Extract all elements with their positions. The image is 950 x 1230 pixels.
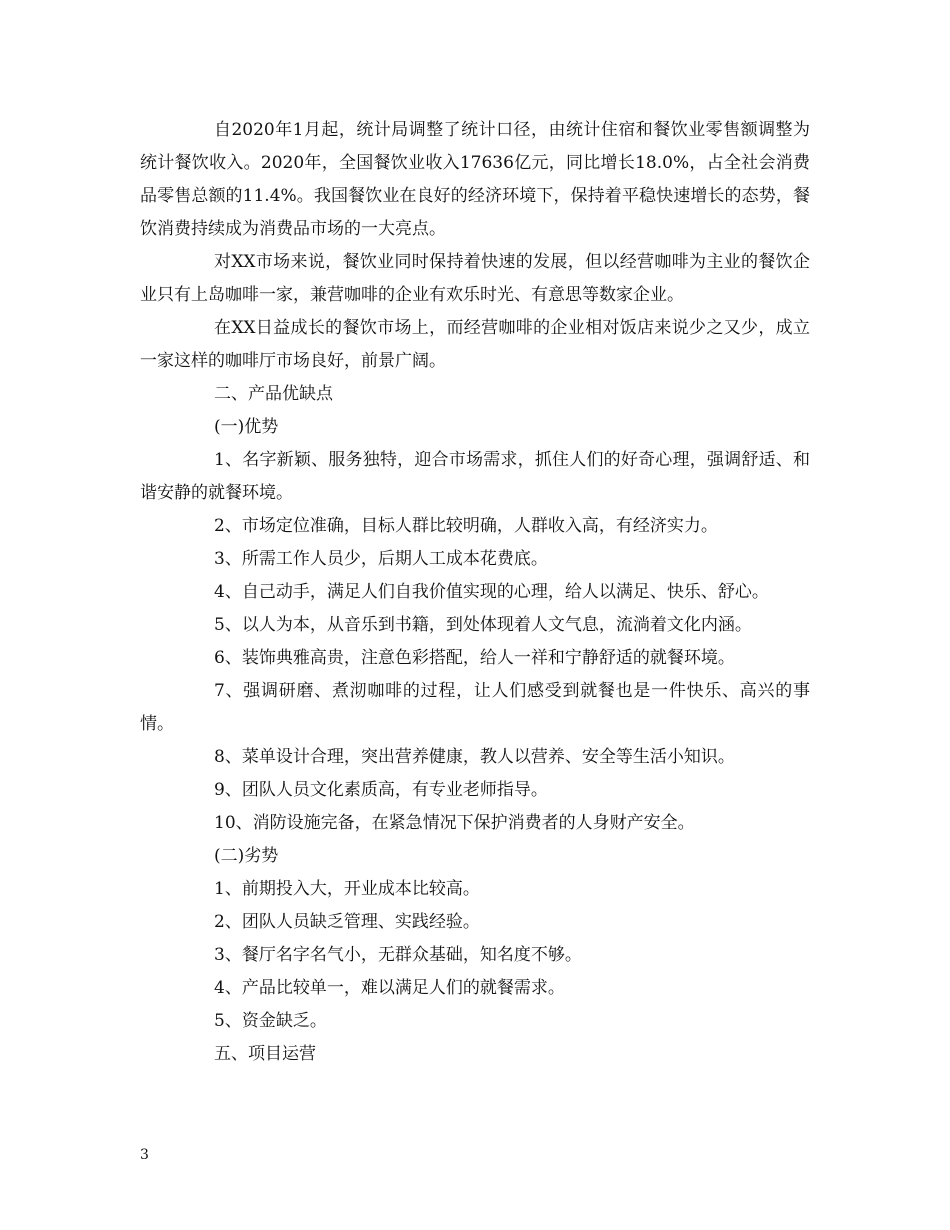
paragraph-xx-market: 对XX市场来说，餐饮业同时保持着快速的发展，但以经营咖啡为主业的餐饮企业只有上岛咖啡一家，兼营咖啡的企业有欢乐时光、有意思等数家企业。 [140, 252, 810, 305]
disadvantage-item-5: 5、资金缺乏。 [214, 1011, 327, 1031]
advantage-item-9: 9、团队人员文化素质高，有专业老师指导。 [214, 780, 548, 800]
page-number: 3 [140, 1147, 149, 1163]
disadvantage-item-2: 2、团队人员缺乏管理、实践经验。 [214, 912, 480, 932]
subheading-advantages: (一)优势 [214, 417, 279, 437]
subheading-disadvantages: (二)劣势 [214, 846, 279, 866]
advantage-item-8: 8、菜单设计合理，突出营养健康，教人以营养、安全等生活小知识。 [214, 747, 735, 767]
advantage-item-10: 10、消防设施完备，在紧急情况下保护消费者的人身财产安全。 [214, 813, 695, 833]
disadvantage-item-1: 1、前期投入大，开业成本比较高。 [214, 879, 480, 899]
advantage-item-7: 7、强调研磨、煮沏咖啡的过程，让人们感受到就餐也是一件快乐、高兴的事情。 [140, 681, 810, 734]
section-heading-project-operation: 五、项目运营 [214, 1044, 316, 1064]
advantage-item-4: 4、自己动手，满足人们自我价值实现的心理，给人以满足、快乐、舒心。 [214, 582, 769, 602]
disadvantage-item-4: 4、产品比较单一，难以满足人们的就餐需求。 [214, 978, 565, 998]
disadvantage-item-3: 3、餐厅名字名气小，无群众基础，知名度不够。 [214, 945, 582, 965]
section-heading-product-pros-cons: 二、产品优缺点 [214, 384, 333, 404]
paragraph-market-outlook: 在XX日益成长的餐饮市场上，而经营咖啡的企业相对饭店来说少之又少，成立一家这样的咖啡厅市场良好，前景广阔。 [140, 318, 810, 371]
advantage-item-1: 1、名字新颖、服务独特，迎合市场需求，抓住人们的好奇心理，强调舒适、和谐安静的就餐环境。 [140, 450, 810, 503]
advantage-item-6: 6、装饰典雅高贵，注意色彩搭配，给人一祥和宁静舒适的就餐环境。 [214, 648, 735, 668]
paragraph-market-stats: 自2020年1月起，统计局调整了统计口径，由统计住宿和餐饮业零售额调整为统计餐饮收入。2020年，全国餐饮业收入17636亿元，同比增长18.0%，占全社会消费品零售总额的11.4%。我国餐饮业在良好的经济环境下，保持着平稳快速增长的态势，餐饮消费持续成为消费品市场的一大亮点。 [140, 120, 810, 239]
document-body [140, 114, 810, 1071]
advantage-item-5: 5、以人为本，从音乐到书籍，到处体现着人文气息，流淌着文化内涵。 [214, 615, 752, 635]
advantage-item-3: 3、所需工作人员少，后期人工成本花费底。 [214, 549, 548, 569]
advantage-item-2: 2、市场定位准确，目标人群比较明确，人群收入高，有经济实力。 [214, 516, 718, 536]
